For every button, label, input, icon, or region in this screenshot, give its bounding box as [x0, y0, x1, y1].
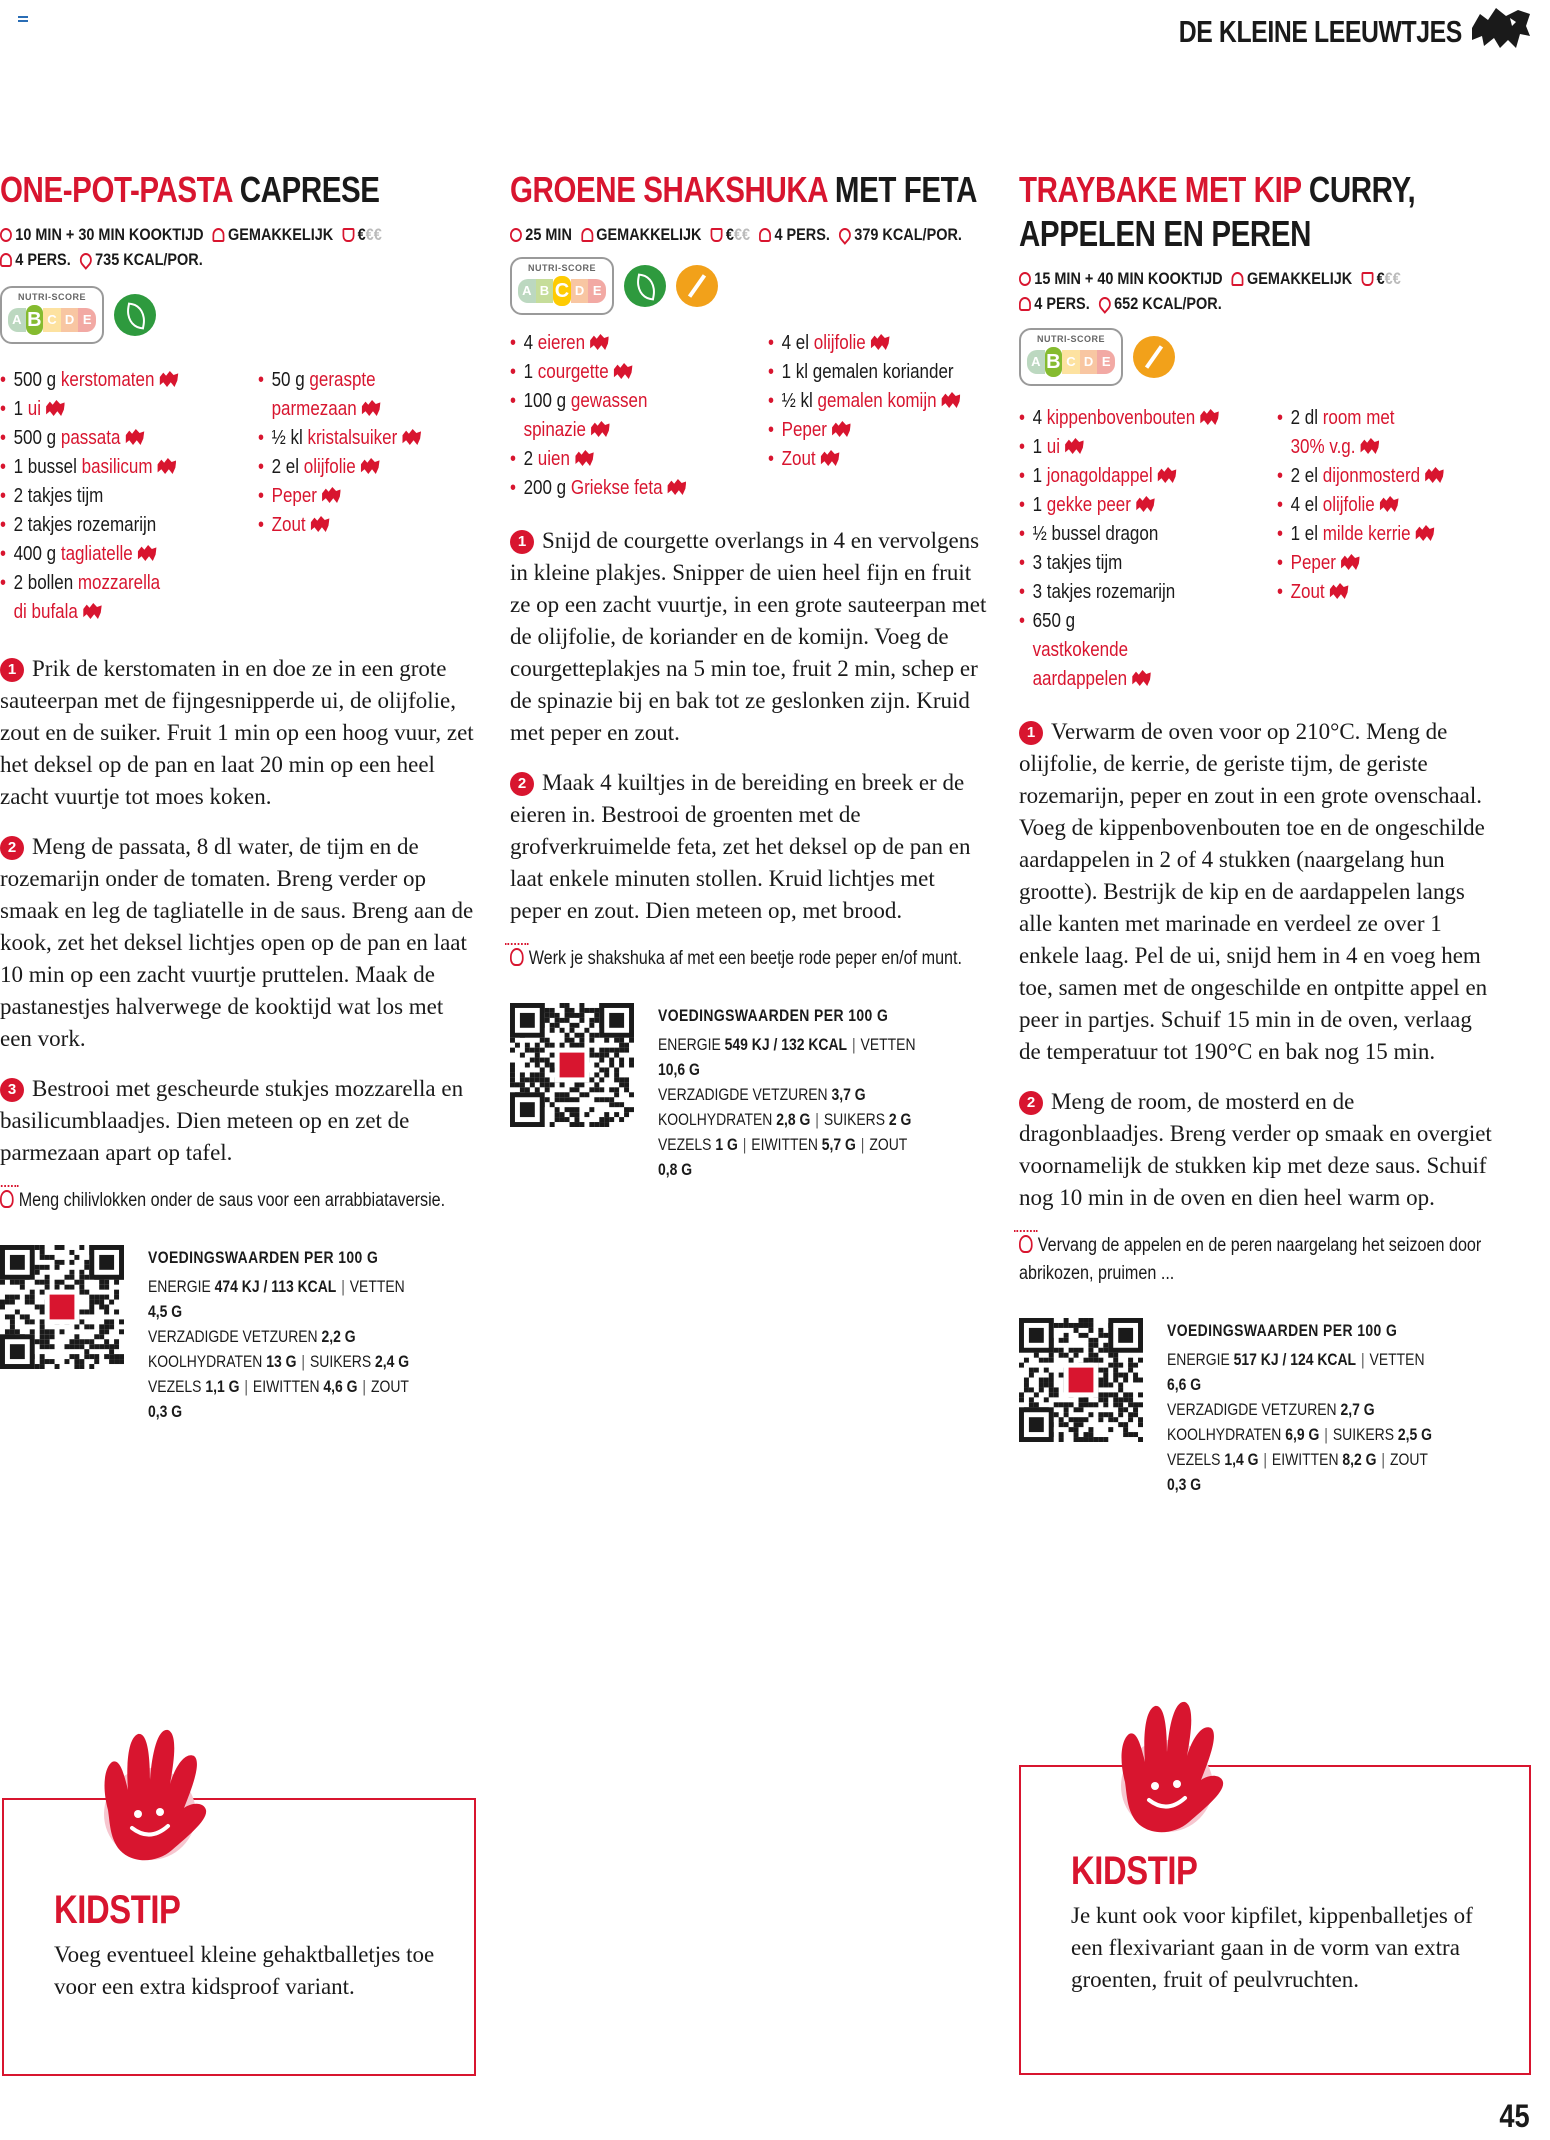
lion-mini-icon — [1341, 554, 1360, 570]
meta-price-dim: €€ — [1384, 269, 1401, 288]
lion-mini-icon — [361, 458, 380, 474]
title-black: CAPRESE — [239, 169, 380, 210]
meta-price: € — [357, 225, 366, 244]
lion-logo-icon — [1470, 6, 1532, 50]
recipe-meta — [0, 222, 480, 272]
lion-mini-icon — [1416, 525, 1435, 541]
lion-mini-icon — [575, 450, 594, 466]
lightbulb-icon — [510, 948, 524, 966]
recipe-one-pot-pasta — [0, 168, 480, 1424]
step: 2 Meng de room, de mosterd en de dragonblaadjes. Breng verder op smaak en overgiet voornamelijk de stukken kip met deze saus. Schuif nog 10 min in de oven en dien heel warm op. — [1019, 1089, 1492, 1210]
lion-mini-icon — [871, 334, 890, 350]
nutri-score-label: NUTRI-SCORE — [528, 263, 596, 273]
kidstip-title: KIDSTIP — [1071, 1849, 1198, 1893]
nutrition-facts: VOEDINGSWAARDEN PER 100 G ENERGIE 549 KJ / 132 KCAL | VETTEN 10,6 G VERZADIGDE VETZUREN 3,7 G KOOLHYDRATEN 2,8 G | SUIKERS 2 G VEZELS 1 G | EIWITTEN 5,7 G | ZOUT 0,8 G — [658, 1006, 916, 1179]
list-item: • 500 g passata — [0, 424, 255, 453]
lion-mini-icon — [402, 429, 421, 445]
recipe-meta — [510, 222, 990, 247]
lion-mini-icon — [322, 487, 341, 503]
vegetarian-leaf-icon — [114, 294, 156, 336]
title-black: MET FETA — [834, 169, 978, 210]
list-item: • ½ kl kristalsuiker — [258, 424, 513, 453]
lion-mini-icon — [46, 400, 65, 416]
list-item: • 1 courgette — [510, 358, 765, 387]
meta-persons: 4 PERS. — [1034, 294, 1090, 313]
list-item: • 2 bollen mozzarella di bufala — [0, 569, 170, 627]
lion-mini-icon — [158, 458, 177, 474]
ingredients — [510, 329, 990, 503]
lion-mini-icon — [83, 603, 102, 619]
steps — [1019, 716, 1499, 1214]
qr-code-icon[interactable] — [510, 1003, 634, 1127]
clock-icon — [1019, 272, 1031, 286]
lion-mini-icon — [1361, 438, 1380, 454]
kidstip-title: KIDSTIP — [54, 1888, 181, 1932]
lightbulb-icon — [1019, 1235, 1033, 1253]
list-item: • 2 dl room met 30% v.g. — [1277, 404, 1422, 462]
step: 1 Verwarm de oven voor op 210°C. Meng de olijfolie, de kerrie, de geriste tijm, de geriste rozemarijn, peper en zout in een grote ovenschaal. Voeg de kippenbovenbouten toe en de ongeschilde aardappelen in 2 of 4 stukken (naargelang hun grootte). Bestrijk de kip en de aardappelen langs alle kanten met marinade en verdeel ze over 1 enkele laag. Pel de ui, snijd hem in 4 en voeg hem toe, samen met de ongeschilde en ontpitte appel en peer in partjes. Schuif 15 min in de oven, verlaag de temperatuur tot 190°C en bak nog 15 min. — [1019, 719, 1488, 1064]
lion-mini-icon — [591, 421, 610, 437]
list-item: • 2 uien — [510, 445, 765, 474]
meta-difficulty: GEMAKKELIJK — [1247, 269, 1353, 288]
steps — [0, 653, 480, 1169]
list-item: • 4 el olijfolie — [768, 329, 1023, 358]
smiling-hand-icon — [68, 1718, 218, 1878]
lion-mini-icon — [160, 371, 179, 387]
kidstip-text: Je kunt ook voor kipfilet, kippenballetjes of een flexivariant gaan in de vorm van extra groenten, fruit of peulvruchten. — [1071, 1903, 1473, 1992]
ingredients — [0, 366, 480, 627]
badges — [1019, 328, 1499, 386]
step: 1 Snijd de courgette overlangs in 4 en vervolgens in kleine plakjes. Snipper de uien heel fijn en fruit ze op een zacht vuurtje, in een grote sauteerpan met de olijfolie, de koriander en de komijn. Voeg de courgetteplakjes na 5 min toe, fruit 2 min, schep er de spinazie bij en bak tot ze geslonken zijn. Kruid met peper en zout. — [510, 528, 987, 745]
recipe-title — [0, 168, 480, 212]
list-item: • 1 el milde kerrie — [1277, 520, 1532, 549]
steps — [510, 525, 990, 927]
clock-icon — [0, 228, 12, 242]
lion-mini-icon — [362, 400, 381, 416]
meta-kcal: 379 KCAL/POR. — [854, 225, 962, 244]
clock-icon — [510, 228, 522, 242]
lion-mini-icon — [1136, 496, 1155, 512]
list-item: • 1 jonagoldappel — [1019, 462, 1274, 491]
list-item: • 4 el olijfolie — [1277, 491, 1532, 520]
lion-mini-icon — [138, 545, 157, 561]
step: 2 Meng de passata, 8 dl water, de tijm en de rozemarijn onder de tomaten. Breng verder op smaak en leg de tagliatelle in de saus. Breng aan de kook, zet het deksel lichtjes open op de pan en laat 10 min op een zacht vuurtje pruttelen. Maak de pastanestjes halverwege de kooktijd wat los met een vork. — [0, 834, 474, 1051]
meta-kcal: 735 KCAL/POR. — [95, 250, 203, 269]
list-item: • 650 g vastkokende aardappelen — [1019, 607, 1172, 694]
meta-time: 15 MIN + 40 MIN KOOKTIJD — [1034, 269, 1223, 288]
nutrition-facts: VOEDINGSWAARDEN PER 100 G ENERGIE 517 KJ / 124 KCAL | VETTEN 6,6 G VERZADIGDE VETZUREN 2,7 G KOOLHYDRATEN 6,9 G | SUIKERS 2,5 G VEZELS 1,4 G | EIWITTEN 8,2 G | ZOUT 0,3 G — [1167, 1321, 1433, 1494]
lion-mini-icon — [126, 429, 145, 445]
qr-code-icon[interactable] — [1019, 1318, 1143, 1442]
list-item: • 100 g gewassen spinazie — [510, 387, 655, 445]
list-item: • Zout — [768, 445, 1023, 474]
person-icon — [759, 228, 771, 242]
list-item: • 500 g kerstomaten — [0, 366, 255, 395]
lion-mini-icon — [1132, 670, 1151, 686]
meta-persons: 4 PERS. — [774, 225, 830, 244]
list-item: • 2 takjes rozemarijn — [0, 511, 255, 540]
nutri-score-value: C — [553, 276, 571, 306]
flame-icon — [1096, 294, 1113, 314]
list-item: • Peper — [1277, 549, 1532, 578]
page-number: 45 — [1499, 2098, 1530, 2134]
nutri-score-value: B — [1045, 347, 1063, 377]
list-item: • 2 takjes tijm — [0, 482, 255, 511]
basket-icon — [1361, 272, 1373, 286]
meta-persons: 4 PERS. — [15, 250, 71, 269]
list-item: • 1 kl gemalen koriander — [768, 358, 1023, 387]
chef-hat-icon — [213, 228, 225, 242]
lion-mini-icon — [614, 363, 633, 379]
list-item: • 3 takjes rozemarijn — [1019, 578, 1274, 607]
lightbulb-icon — [0, 1190, 14, 1208]
lion-mini-icon — [1330, 583, 1349, 599]
list-item: • ½ kl gemalen komijn — [768, 387, 1023, 416]
badges — [510, 257, 990, 315]
list-item: • Zout — [258, 511, 513, 540]
step: 2 Maak 4 kuiltjes in de bereiding en breek er de eieren in. Bestrooi de groenten met de grofverkruimelde feta, zet het deksel op de pan en laat enkele minuten stollen. Kruid lichtjes met peper en zout. Dien meteen op, met brood. — [510, 770, 971, 923]
recipe-title — [1019, 168, 1499, 256]
title-black: CURRY, APPELEN EN PEREN — [1019, 169, 1416, 254]
title-red: TRAYBAKE MET KIP — [1019, 169, 1302, 210]
tip: Vervang de appelen en de peren naargelang het seizoen door abrikozen, pruimen ... — [1019, 1235, 1482, 1284]
meta-difficulty: GEMAKKELIJK — [596, 225, 702, 244]
meta-kcal: 652 KCAL/POR. — [1114, 294, 1222, 313]
meta-price-dim: €€ — [365, 225, 382, 244]
nutri-score-label: NUTRI-SCORE — [1037, 334, 1105, 344]
kidstip-text: Voeg eventueel kleine gehaktballetjes toe voor een extra kidsproof variant. — [54, 1942, 435, 1999]
gluten-free-icon — [1133, 336, 1175, 378]
person-icon — [0, 253, 12, 267]
tip: Meng chilivlokken onder de saus voor een arrabbiataversie. — [0, 1187, 476, 1215]
ingredients — [1019, 404, 1499, 694]
title-red: ONE-POT-PASTA — [0, 169, 232, 210]
tip: Werk je shakshuka af met een beetje rode peper en/of munt. — [510, 945, 986, 973]
step: 3 Bestrooi met gescheurde stukjes mozzarella en basilicumblaadjes. Dien meteen op en zet de parmezaan apart op tafel. — [0, 1076, 464, 1165]
recipe-traybake-kip — [1019, 168, 1499, 1497]
person-icon — [1019, 297, 1031, 311]
list-item: • ½ bussel dragon — [1019, 520, 1274, 549]
list-item: • 50 g geraspte parmezaan — [258, 366, 394, 424]
flame-icon — [77, 250, 94, 270]
recipe-groene-shakshuka — [510, 168, 990, 1182]
meta-time: 10 MIN + 30 MIN KOOKTIJD — [15, 225, 204, 244]
qr-code-icon[interactable] — [0, 1245, 124, 1369]
lion-mini-icon — [821, 450, 840, 466]
lion-mini-icon — [832, 421, 851, 437]
flame-icon — [837, 225, 854, 245]
lion-mini-icon — [590, 334, 609, 350]
corner-mark — [18, 16, 28, 22]
nutri-score-badge: NUTRI-SCORE A B C D E — [510, 257, 614, 315]
badges — [0, 286, 480, 344]
title-red: GROENE SHAKSHUKA — [510, 169, 828, 210]
nutrition-block — [510, 1003, 990, 1182]
step: 1 Prik de kerstomaten in en doe ze in een grote sauteerpan met de fijngesnipperde ui, de olijfolie, zout en de suiker. Fruit 1 min op een hoog vuur, zet het deksel op de pan en laat 20 min op een heel zacht vuurtje tot moes koken. — [0, 656, 474, 809]
lion-mini-icon — [1425, 467, 1444, 483]
list-item: • Peper — [258, 482, 513, 511]
nutri-score-badge: NUTRI-SCORE A B C D E — [1019, 328, 1123, 386]
basket-icon — [711, 228, 723, 242]
nutri-score-label: NUTRI-SCORE — [18, 292, 86, 302]
recipe-title — [510, 168, 990, 212]
list-item: • 4 kippenbovenbouten — [1019, 404, 1274, 433]
list-item: • 1 ui — [0, 395, 255, 424]
nutri-score-badge: NUTRI-SCORE A B C D E — [0, 286, 104, 344]
chef-hat-icon — [581, 228, 593, 242]
nutrition-block — [1019, 1318, 1499, 1497]
nutrition-facts: VOEDINGSWAARDEN PER 100 G ENERGIE 474 KJ / 113 KCAL | VETTEN 4,5 G VERZADIGDE VETZUREN 2,2 G KOOLHYDRATEN 13 G | SUIKERS 2,4 G VEZELS 1,1 G | EIWITTEN 4,6 G | ZOUT 0,3 G — [148, 1248, 410, 1421]
list-item: • 1 bussel basilicum — [0, 453, 255, 482]
smiling-hand-icon — [1085, 1690, 1235, 1850]
lion-mini-icon — [668, 479, 687, 495]
meta-price: € — [725, 225, 734, 244]
list-item: • 3 takjes tijm — [1019, 549, 1274, 578]
lion-mini-icon — [311, 516, 330, 532]
list-item: • 2 el olijfolie — [258, 453, 513, 482]
brand-title: DE KLEINE LEEUWTJES — [1178, 14, 1462, 49]
basket-icon — [342, 228, 354, 242]
lion-mini-icon — [1380, 496, 1399, 512]
list-item: • 2 el dijonmosterd — [1277, 462, 1532, 491]
list-item: • Zout — [1277, 578, 1532, 607]
meta-time: 25 MIN — [525, 225, 572, 244]
lion-mini-icon — [1200, 409, 1219, 425]
nutri-score-value: B — [26, 305, 44, 335]
list-item: • 400 g tagliatelle — [0, 540, 255, 569]
list-item: • 4 eieren — [510, 329, 765, 358]
lion-mini-icon — [1158, 467, 1177, 483]
nutrition-block — [0, 1245, 480, 1424]
chef-hat-icon — [1232, 272, 1244, 286]
list-item: • 200 g Griekse feta — [510, 474, 765, 503]
meta-price-dim: €€ — [733, 225, 751, 244]
gluten-free-icon — [676, 265, 718, 307]
list-item: • 1 gekke peer — [1019, 491, 1274, 520]
list-item: • 1 ui — [1019, 433, 1274, 462]
recipe-meta — [1019, 266, 1499, 316]
meta-difficulty: GEMAKKELIJK — [228, 225, 334, 244]
meta-price: € — [1376, 269, 1385, 288]
list-item: • Peper — [768, 416, 1023, 445]
vegetarian-leaf-icon — [624, 265, 666, 307]
lion-mini-icon — [942, 392, 961, 408]
lion-mini-icon — [1065, 438, 1084, 454]
